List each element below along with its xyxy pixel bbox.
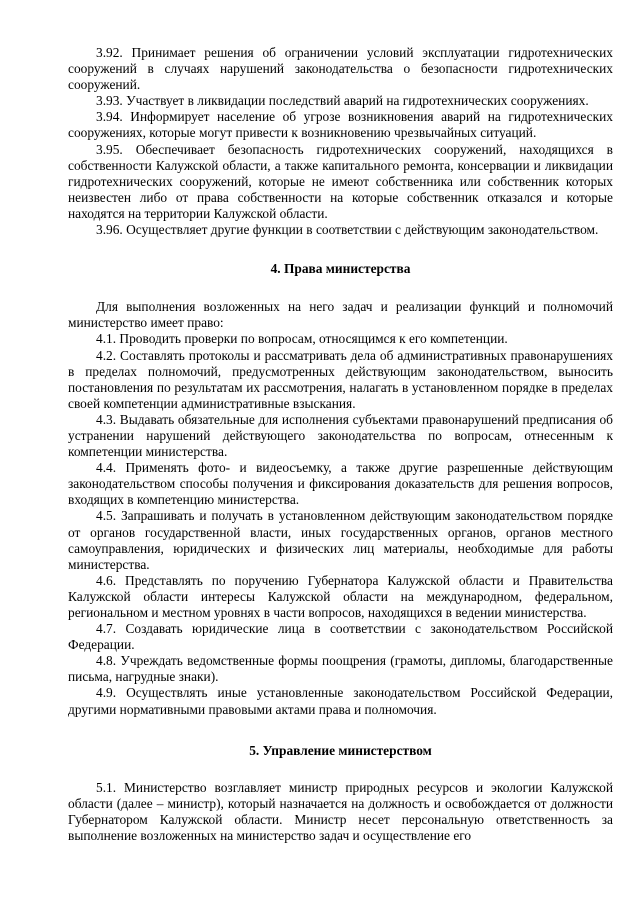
paragraph-4-8: 4.8. Учреждать ведомственные формы поощрения (грамоты, дипломы, благодарственные письма, нагрудные знаки).: [68, 653, 613, 685]
paragraph-4-3: 4.3. Выдавать обязательные для исполнения субъектами правонарушений предписания об устранении нарушений действующего законодательства по вопросам, отнесенным к компетенции министерства.: [68, 411, 613, 460]
paragraph-3-92: 3.92. Принимает решения об ограничении условий эксплуатации гидротехнических сооружений в случаях нарушений законодательства о безопасности гидротехнических сооружений.: [68, 45, 613, 93]
paragraph-3-95: 3.95. Обеспечивает безопасность гидротехнических сооружений, находящихся в собственности Калужской области, а также капитального ремонта, консервации и ликвидации гидротехнических сооружений, которые не имеют собственника или собственник которых неизвестен либо от права собственности на которые собственник отказался и которые находятся на территории Калужской области.: [68, 141, 613, 221]
paragraph-4-5: 4.5. Запрашивать и получать в установленном действующим законодательством порядке от органов государственной власти, иных государственных органов, органов местного самоуправления, юридических и физических лиц материалы, необходимые для работы министерства.: [68, 508, 613, 572]
paragraph-4-2: 4.2. Составлять протоколы и рассматривать дела об административных правонарушениях в пределах полномочий, предусмотренных действующим законодательством, выносить постановления по результатам их рассмотрения, налагать в установленном порядке в пределах своей компетенции административные взыскания.: [68, 347, 613, 411]
document-body: [68, 45, 613, 844]
spacer: [68, 759, 613, 780]
paragraph-4-1: 4.1. Проводить проверки по вопросам, относящимся к его компетенции.: [96, 331, 508, 347]
paragraph-3-94: 3.94. Информирует население об угрозе возникновения аварий на гидротехнических сооружениях, которые могут привести к возникновению чрезвычайных ситуаций.: [68, 109, 613, 141]
spacer: [68, 277, 613, 299]
section-4-heading: 4. Права министерства: [270, 261, 411, 277]
paragraph-4-7: 4.7. Создавать юридические лица в соответствии с законодательством Российской Федерации.: [68, 621, 613, 653]
paragraph-3-93: 3.93. Участвует в ликвидации последствий аварий на гидротехнических сооружениях.: [96, 93, 589, 109]
section-5-heading: 5. Управление министерством: [249, 742, 432, 758]
paragraph-3-96: 3.96. Осуществляет другие функции в соответствии с действующим законодательством.: [96, 222, 599, 238]
paragraph-4-4: 4.4. Применять фото- и видеосъемку, а также другие разрешенные действующим законодательством способы получения и фиксирования доказательств для решения вопросов, входящих в компетенцию министерства.: [68, 460, 613, 508]
paragraph-5-1: 5.1. Министерство возглавляет министр природных ресурсов и экологии Калужской области (далее – министр), который назначается на должность и освобождается от должности Губернатором Калужской области. Министр несет персональную ответственность за выполнение возложенных на министерство задач и осуществление его: [68, 779, 613, 844]
section-4-intro: Для выполнения возложенных на него задач и реализации функций и полномочий министерство имеет право:: [68, 299, 613, 331]
spacer: [68, 238, 613, 261]
paragraph-4-9: 4.9. Осуществлять иные установленные законодательством Российской Федерации, другими нормативными правовыми актами права и полномочия.: [68, 685, 613, 717]
paragraph-4-6: 4.6. Представлять по поручению Губернатора Калужской области и Правительства Калужской области интересы Калужской области на международном, федеральном, региональном и местном уровнях в части вопросов, находящихся в ведении министерства.: [68, 572, 613, 620]
spacer: [68, 718, 613, 743]
